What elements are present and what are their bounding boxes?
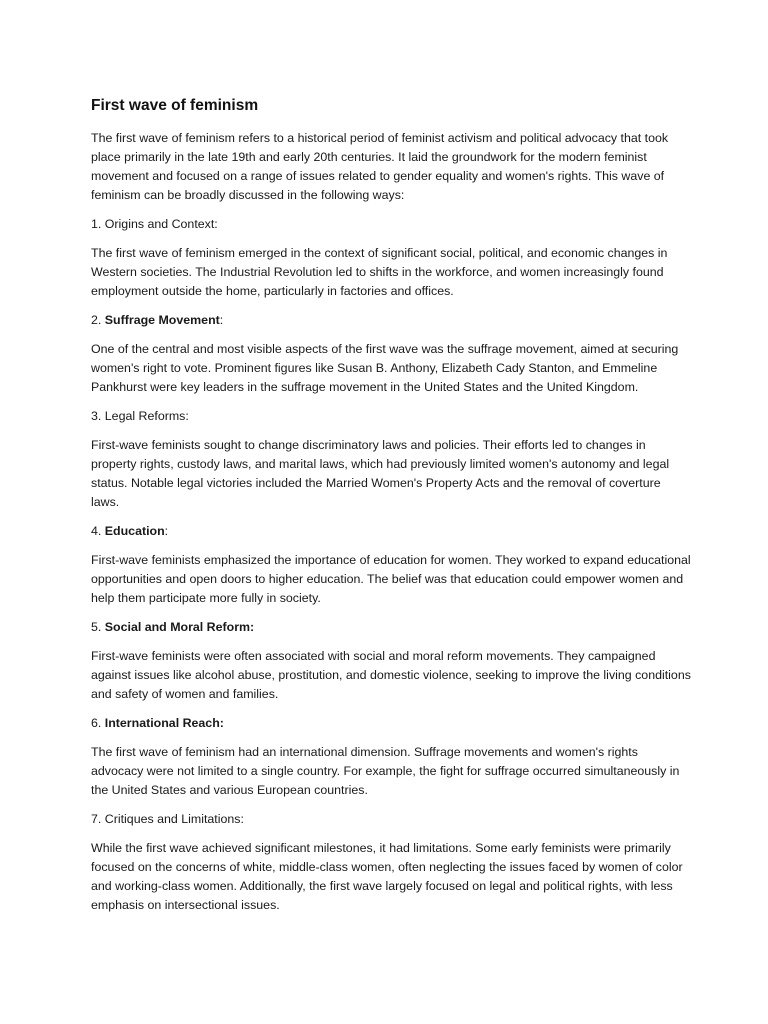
section-body-suffrage: One of the central and most visible aspects of the first wave was the suffrage movement, aimed at securing women's right to vote. Prominent figures like Susan B. Anthony, Elizabeth Cady Stanton, and Emmeline Pankhurst were key leaders in the suffrage movement in the United States and the United Kingdom. [91, 342, 679, 394]
section-label: Critiques and Limitations [104, 812, 241, 826]
section-number: 1. [91, 217, 105, 231]
section-heading-international [91, 714, 691, 733]
section-body-legal: First-wave feminists sought to change discriminatory laws and policies. Their efforts led to changes in property rights, custody laws, and marital laws, which had previously limited women's autonomy and legal status. Notable legal victories included the Married Women's Property Acts and the removal of coverture laws. [91, 438, 670, 509]
section-colon: : [214, 217, 218, 231]
section-number: 2. [91, 313, 105, 327]
section-heading-origins [91, 215, 691, 234]
section-number: 7. [91, 812, 105, 826]
section-body-international: The first wave of feminism had an international dimension. Suffrage movements and women's rights advocacy were not limited to a single country. For example, the fight for suffrage occurred simultaneously in the United States and various European countries. [91, 745, 680, 797]
section-heading-legal [91, 407, 691, 426]
document-title: First wave of feminism [91, 97, 259, 114]
section-number: 5. [91, 620, 105, 634]
section-heading-education [91, 522, 691, 541]
section-label: Origins and Context [104, 217, 215, 231]
document-page [91, 96, 691, 925]
section-colon: : [240, 812, 244, 826]
section-label: Social and Moral Reform: [104, 620, 255, 634]
section-label: International Reach: [104, 716, 224, 730]
section-number: 3. [91, 409, 105, 423]
section-heading-social [91, 618, 691, 637]
section-colon: : [185, 409, 189, 423]
section-body-education: First-wave feminists emphasized the importance of education for women. They worked to expand educational opportunities and open doors to higher education. The belief was that education could empower women and help them participate more fully in society. [91, 553, 691, 605]
section-number: 4. [91, 524, 105, 538]
section-label: Legal Reforms [104, 409, 186, 423]
section-colon: : [219, 313, 224, 327]
intro-paragraph: The first wave of feminism refers to a historical period of feminist activism and political advocacy that took place primarily in the late 19th and early 20th centuries. It laid the groundwork for the modern feminist movement and focused on a range of issues related to gender equality and women's rights. This wave of feminism can be broadly discussed in the following ways: [91, 131, 669, 202]
section-label: Suffrage Movement [104, 313, 220, 327]
section-body-origins: The first wave of feminism emerged in the context of significant social, political, and economic changes in Western societies. The Industrial Revolution led to shifts in the workforce, and women increasingly found employment outside the home, particularly in factories and offices. [91, 246, 668, 298]
section-colon: : [164, 524, 169, 538]
section-number: 6. [91, 716, 105, 730]
section-heading-critiques [91, 810, 691, 829]
section-label: Education [104, 524, 165, 538]
section-body-social: First-wave feminists were often associated with social and moral reform movements. They campaigned against issues like alcohol abuse, prostitution, and domestic violence, seeking to improve the living conditions and safety of women and families. [91, 649, 691, 701]
section-heading-suffrage [91, 311, 691, 330]
section-body-critiques: While the first wave achieved significant milestones, it had limitations. Some early feminists were primarily focused on the concerns of white, middle-class women, often neglecting the issues faced by women of color and working-class women. Additionally, the first wave largely focused on legal and political rights, with less emphasis on intersectional issues. [91, 841, 683, 912]
